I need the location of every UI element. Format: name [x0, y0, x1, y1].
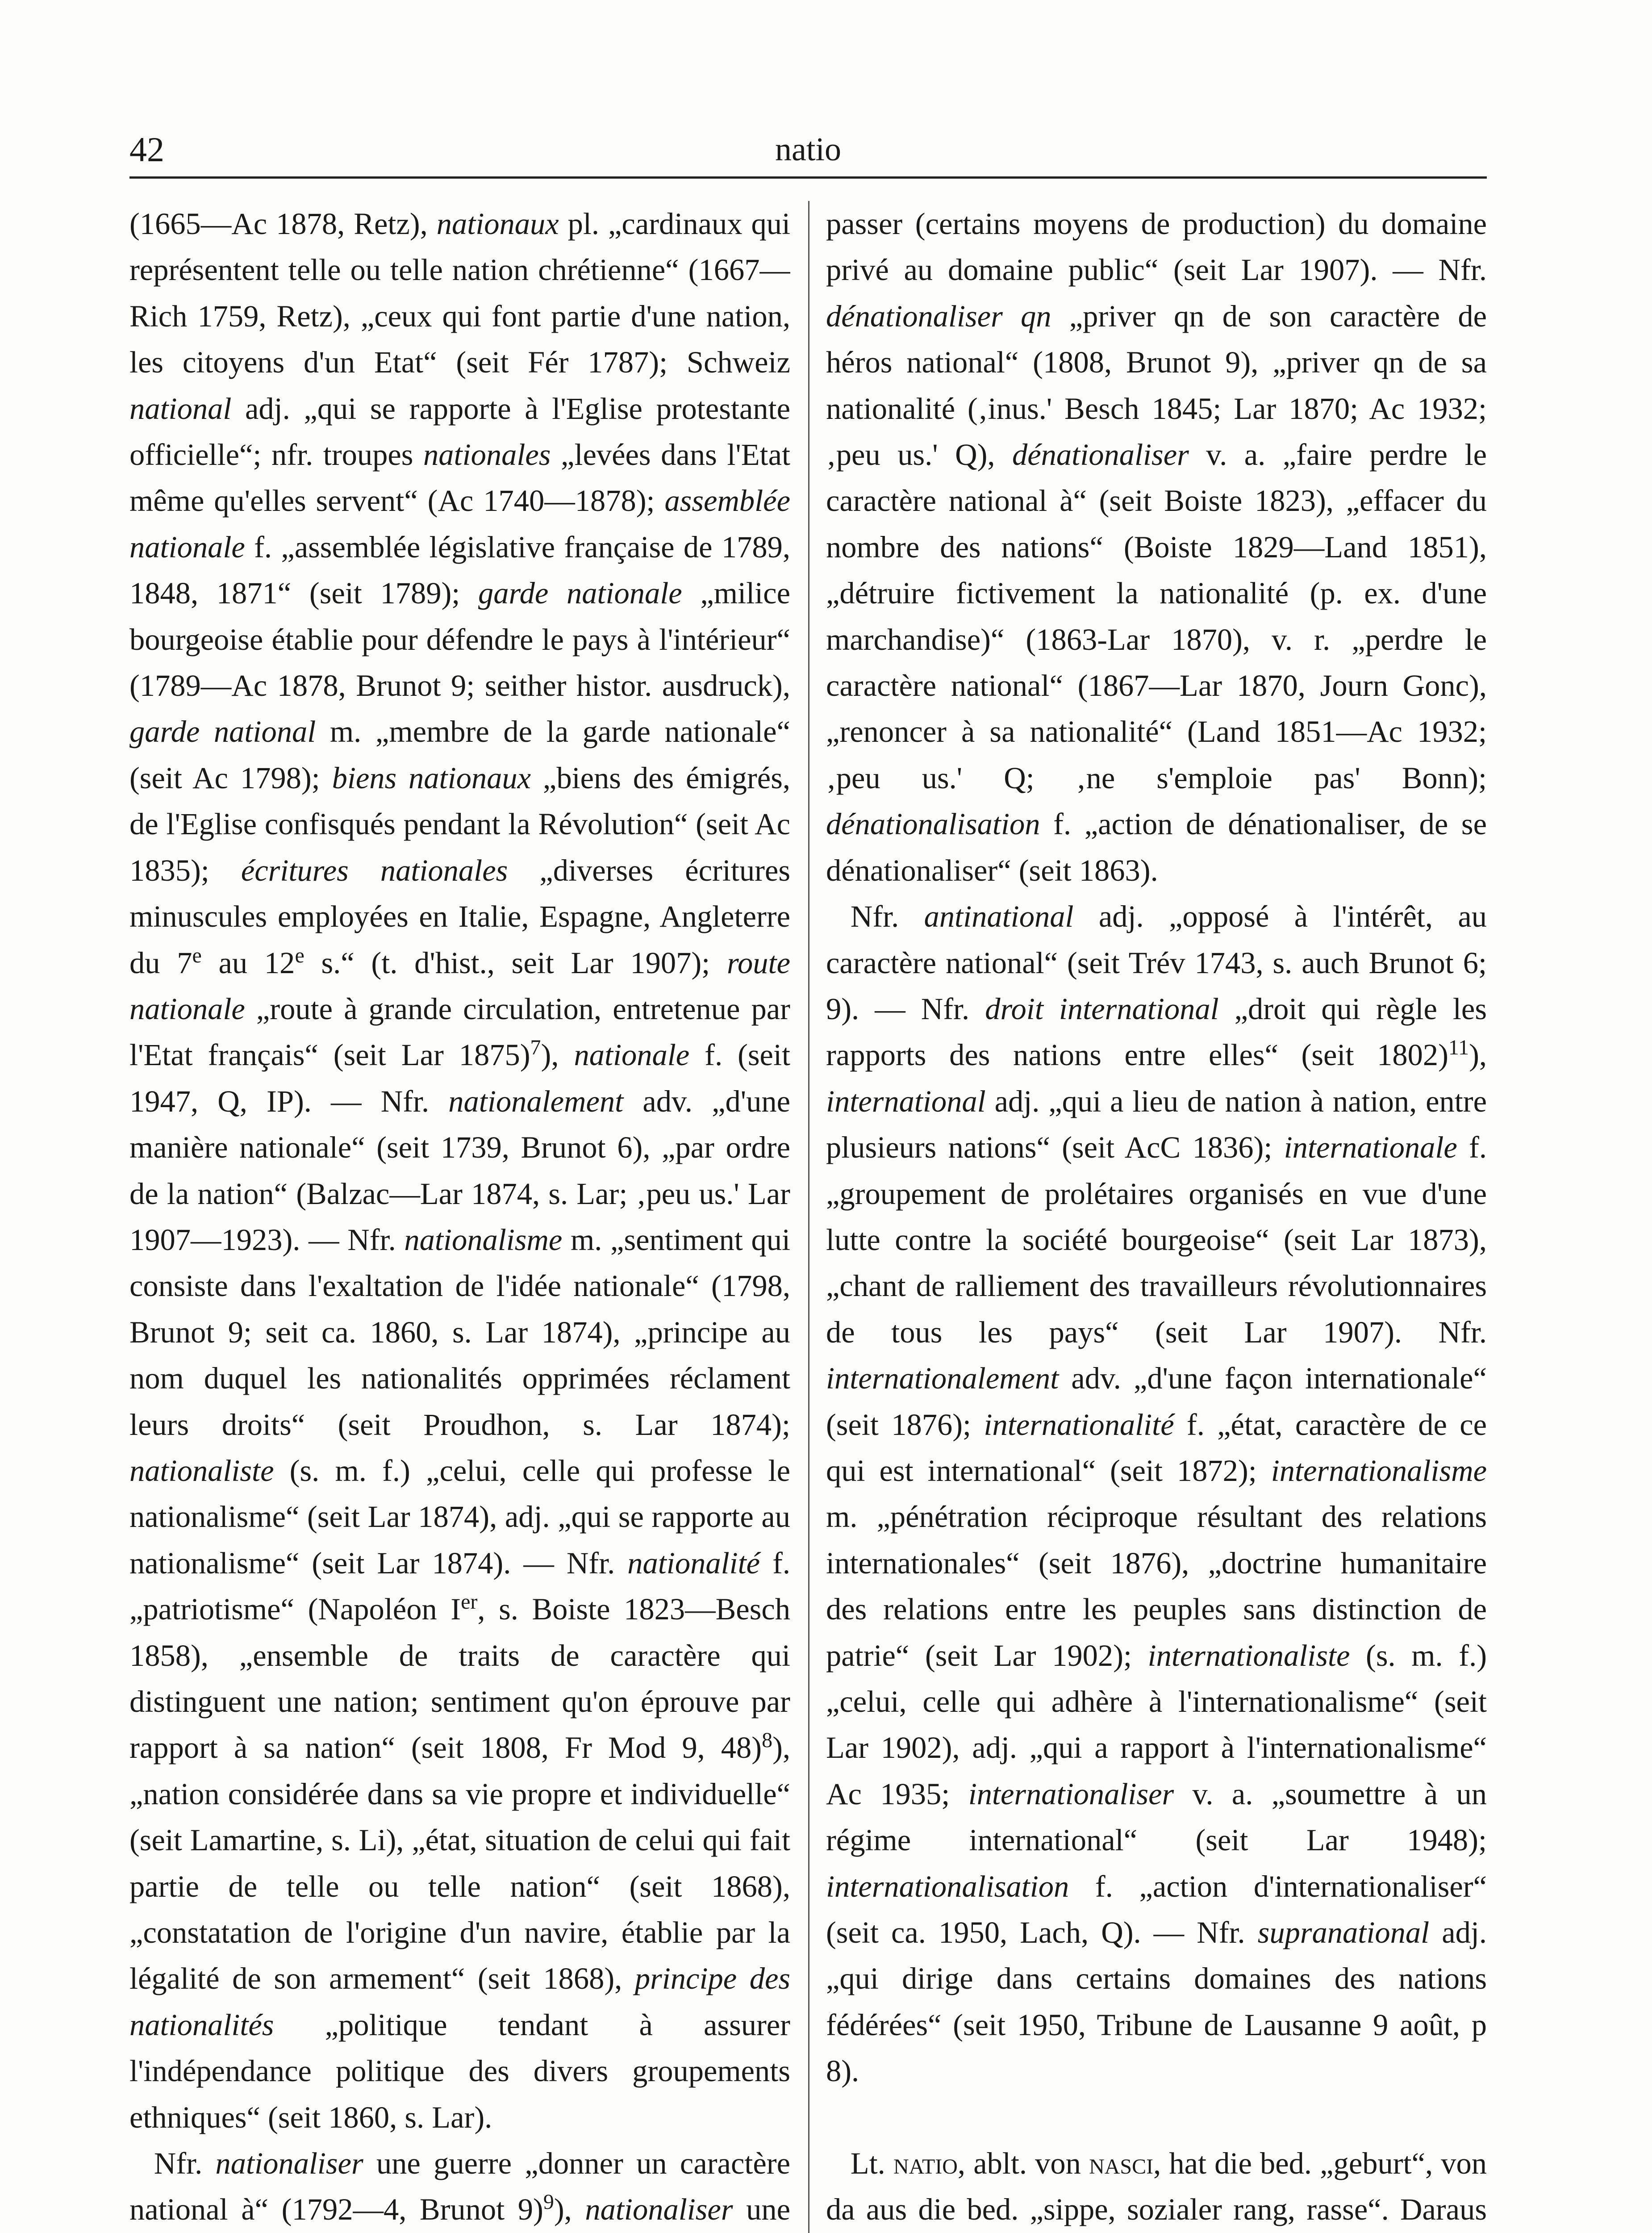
paragraph: Nfr. antinational adj. „opposé à l'intérêt, au caractère national“ (seit Trév 1743, s. auch Brunot 6; 9). — Nfr. droit international „droit qui règle les rapports des nations entre elles“ (seit 1802)$^{11}$), international adj. „qui a lieu de nation à nation, entre plusieurs nations“ (seit AcC 1836); internationale f. „groupement de prolétaires organisés en vue d'une lutte contre la société bourgeoise“ (seit Lar 1873), „chant de ralliement des travailleurs révolutionnaires de tous les pays“ (seit Lar 1907). Nfr. internationalement adv. „d'une façon internationale“ (seit 1876); internationalité f. „état, caractère de ce qui est international“ (seit 1872); internationalisme m. „pénétration réciproque résultant des relations internationales“ (seit 1876), „doctrine humanitaire des relations entre les peuples sans distinction de patrie“ (seit Lar 1902); internationaliste (s. m. f.) „celui, celle qui adhère à l'internationalisme“ (seit Lar 1902), adj. „qui a rapport à l'internationalisme“ Ac 1935; internationaliser v. a. „soumettre à un régime international“ (seit Lar 1948); internationalisation f. „action d'internationaliser“ (seit ca. 1950, Lach, Q). — Nfr. supranational adj. „qui dirige dans certains domaines des nations fédérées“ (seit 1950, Tribune de Lausanne 9 août, p 8). [826, 899, 1487, 2088]
paragraph: Nfr. nationaliser une guerre „donner un caractère national à“ (1792—4, Brunot 9)$^9$), nationaliser une [129, 2146, 790, 2227]
running-head: natio [775, 131, 841, 168]
paragraph: passer (certains moyens de production) du domaine privé au domaine public“ (seit Lar 1907). — Nfr. dénationaliser qn „priver qn de son caractère de héros national“ (1808, Brunot 9), „priver qn de sa nationalité (‚inus.' Besch 1845; Lar 1870; Ac 1932; ‚peu us.' Q), dénationaliser v. a. „faire perdre le caractère national à“ (seit Boiste 1823), „effacer du nombre des nations“ (Boiste 1829—Land 1851), „détruire fictivement la nationalité (p. ex. d'une marchandise)“ (1863-Lar 1870), v. r. „perdre le caractère national“ (1867—Lar 1870, Journ Gonc), „renoncer à sa nationalité“ (Land 1851—Ac 1932; ‚peu us.' Q; ‚ne s'emploie pas' Bonn); dénationalisation f. „action de dénationaliser, de se dénationaliser“ (seit 1863). [826, 207, 1487, 887]
paragraph: (1665—Ac 1878, Retz), nationaux pl. „cardinaux qui représentent telle ou telle nation chrétienne“ (1667—Rich 1759, Retz), „ceux qui font partie d'une nation, les citoyens d'un Etat“ (seit Fér 1787); Schweiz national adj. „qui se rapporte à l'Eglise protestante officielle“; nfr. troupes nationales „levées dans l'Etat même qu'elles servent“ (Ac 1740—1878); assemblée nationale f. „assemblée législative française de 1789, 1848, 1871“ (seit 1789); garde nationale „milice bourgeoise établie pour défendre le pays à l'intérieur“ (1789—Ac 1878, Brunot 9; seither histor. ausdruck), garde national m. „membre de la garde nationale“ (seit Ac 1798); biens nationaux „biens des émigrés, de l'Eglise confisqués pendant la Révolution“ (seit Ac 1835); écritures nationales „diverses écritures minuscules employées en Italie, Espagne, Angleterre du 7e au 12e s.“ (t. d'hist., seit Lar 1907); route nationale „route à grande circulation, entretenue par l'Etat français“ (seit Lar 1875)$^7$), nationale f. (seit 1947, Q, IP). — Nfr. nationalement adv. „d'une manière nationale“ (seit 1739, Brunot 6), „par ordre de la nation“ (Balzac—Lar 1874, s. Lar; ‚peu us.' Lar 1907—1923). — Nfr. nationalisme m. „sentiment qui consiste dans l'exaltation de l'idée nationale“ (1798, Brunot 9; seit ca. 1860, s. Lar 1874), „principe au nom duquel les nationalités opprimées réclament leurs droits“ (seit Proudhon, s. Lar 1874); nationaliste (s. m. f.) „celui, celle qui professe le nationalisme“ (seit Lar 1874), adj. „qui se rapporte au nationalisme“ (seit Lar 1874). — Nfr. nationalité f. „patriotisme“ (Napoléon Ier, s. Boiste 1823—Besch 1858), „ensemble de traits de caractère qui distinguent une nation; sentiment qu'on éprouve par rapport à sa nation“ (seit 1808, Fr Mod 9, 48)$^8$), „nation considérée dans sa vie propre et individuelle“ (seit Lamartine, s. Li), „état, situation de celui qui fait partie de telle ou telle nation“ (seit 1868), „constatation de l'origine d'un navire, établie par la légalité de son armement“ (seit 1868), principe des nationalités „politique tendant à assurer l'indépendance politique des divers groupements ethniques“ (seit 1860, s. Lar). [129, 207, 790, 2134]
text-columns [129, 201, 1487, 2233]
paragraph: Lt. natio, ablt. von nasci, hat die bed. „geburt“, von da aus die bed. „sippe, sozialer rang, rasse“. Daraus [826, 2146, 1487, 2227]
page-number: 42 [129, 130, 164, 169]
column-divider [808, 201, 809, 2233]
left-column [129, 201, 790, 2233]
right-column [826, 201, 1487, 2233]
page-header [129, 127, 1487, 179]
